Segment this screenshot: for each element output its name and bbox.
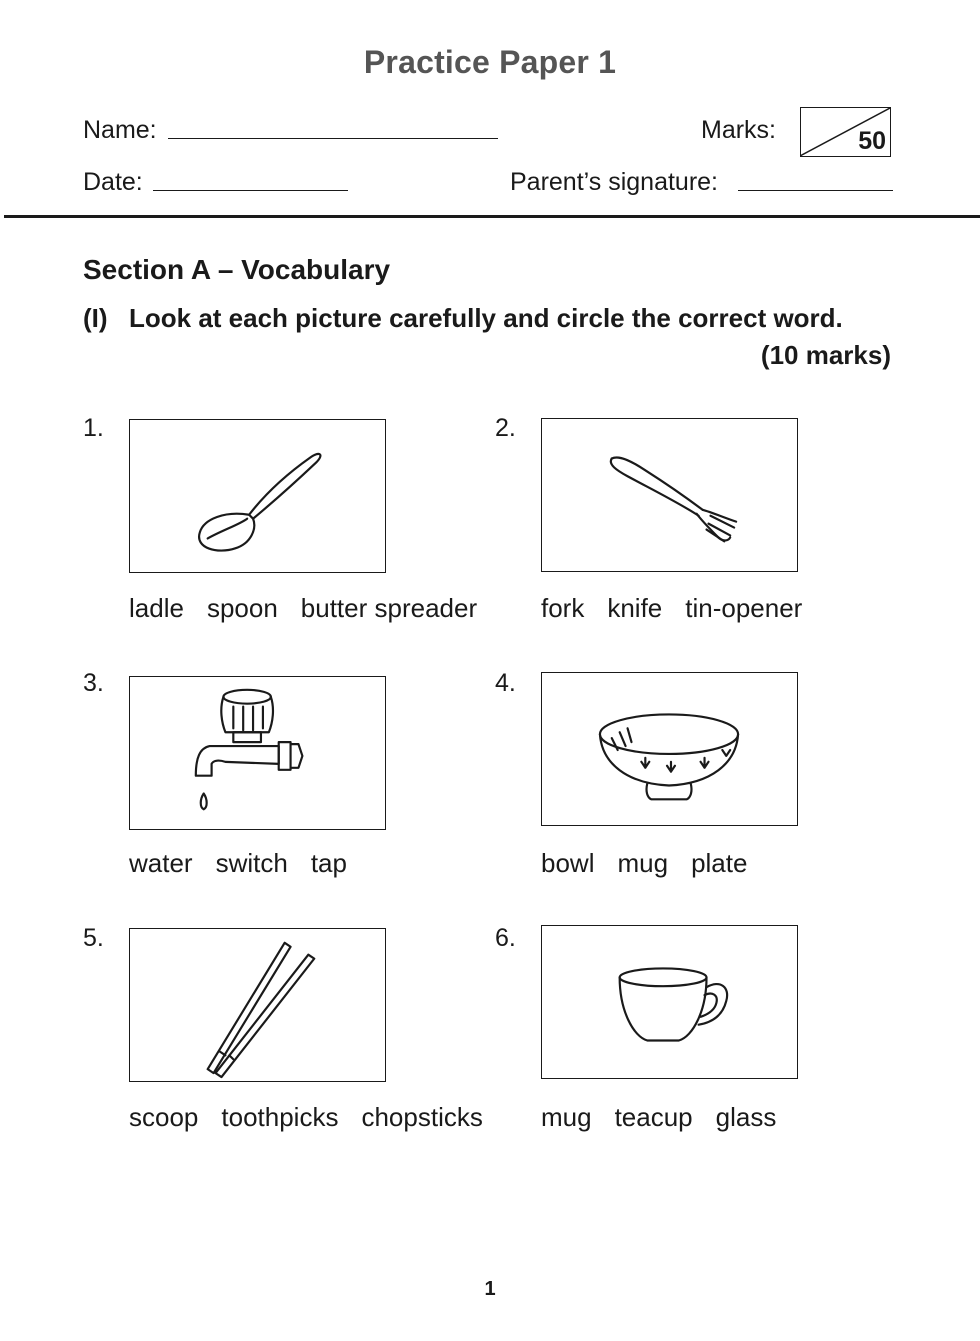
date-label: Date: [83,168,143,196]
name-label: Name: [83,116,157,144]
signature-label: Parent’s signature: [510,168,718,196]
picture-box-5 [129,928,386,1082]
option-word[interactable]: tap [310,848,347,878]
marks-label: Marks: [701,116,776,144]
signature-field[interactable] [738,190,893,191]
picture-box-3 [129,676,386,830]
option-word[interactable]: fork [541,593,585,623]
spoon-icon [130,420,385,572]
option-word[interactable]: toothpicks [221,1102,339,1132]
option-word[interactable]: ladle [129,593,184,623]
chopsticks-icon [130,929,385,1081]
marks-total: 50 [858,127,886,155]
option-word[interactable]: knife [607,593,663,623]
option-word[interactable]: switch [215,848,288,878]
option-word[interactable]: mug [617,848,669,878]
marks-box[interactable] [800,107,891,157]
tap-icon [130,677,385,829]
options-row-6 [541,1102,776,1133]
date-field[interactable] [153,190,348,191]
instruction-text: Look at each picture carefully and circle the correct word. [129,303,843,333]
picture-box-6 [541,925,798,1079]
fork-icon [542,419,797,571]
options-row-2 [541,593,802,624]
option-word[interactable]: butter spreader [300,593,478,623]
section-title: Section A – Vocabulary [83,254,391,285]
page-title: Practice Paper 1 [363,44,617,80]
teacup-icon [542,926,797,1078]
name-field[interactable] [168,138,498,139]
options-row-3 [129,848,347,879]
option-word[interactable]: plate [691,848,748,878]
options-row-1 [129,593,477,624]
question-number: 5. [83,924,104,952]
option-word[interactable]: water [129,848,193,878]
option-word[interactable]: teacup [614,1102,693,1132]
option-word[interactable]: chopsticks [361,1102,483,1132]
question-number: 4. [495,669,516,697]
option-word[interactable]: glass [715,1102,777,1132]
page-number: 1 [484,1278,496,1300]
option-word[interactable]: bowl [541,848,595,878]
option-word[interactable]: spoon [206,593,278,623]
options-row-4 [541,848,747,879]
picture-box-2 [541,418,798,572]
bowl-icon [542,673,797,825]
question-number: 1. [83,414,104,442]
option-word[interactable]: tin-opener [685,593,803,623]
options-row-5 [129,1102,483,1133]
question-number: 2. [495,414,516,442]
option-word[interactable]: scoop [129,1102,199,1132]
picture-box-4 [541,672,798,826]
marks-note: (10 marks) [760,340,891,370]
instruction-number: (I) [83,303,108,333]
picture-box-1 [129,419,386,573]
header-divider [4,215,980,218]
question-number: 3. [83,669,104,697]
question-number: 6. [495,924,516,952]
option-word[interactable]: mug [541,1102,592,1132]
